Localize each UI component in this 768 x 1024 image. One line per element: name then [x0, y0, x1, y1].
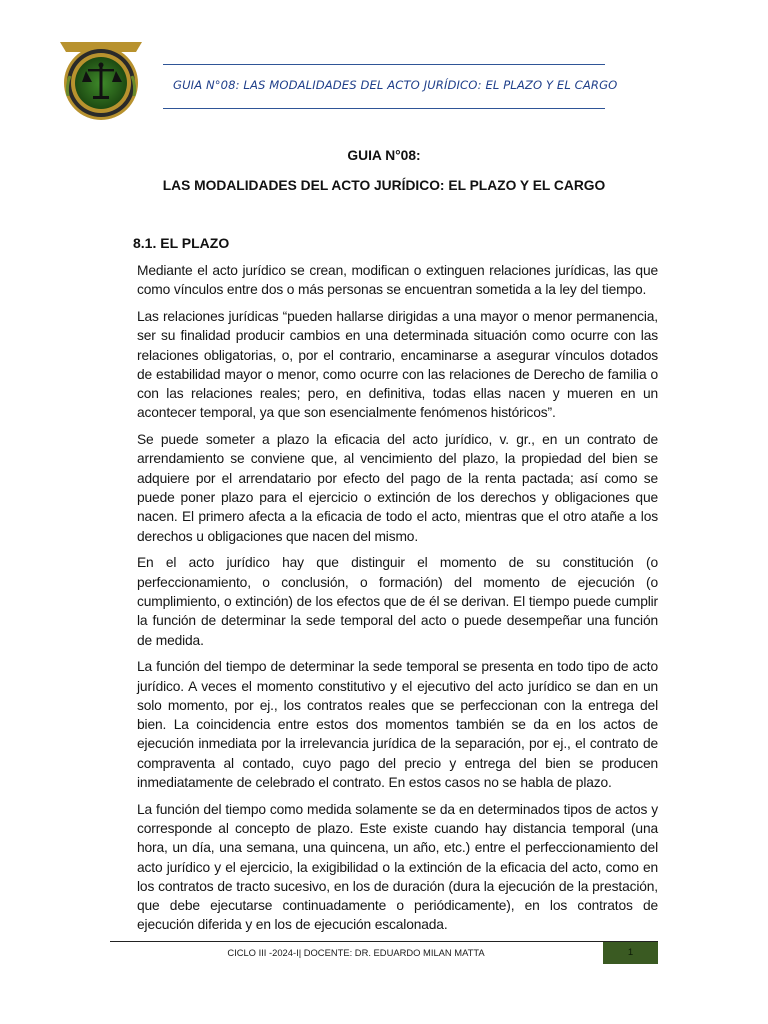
paragraph: La función del tiempo como medida solamente se da en determinados tipos de actos y corresponde al concepto de plazo. Este existe cuando hay distancia temporal (una hora, un día, una semana, una quincena, un año, etc.) entre el perfeccionamiento del acto jurídico y el ejercicio, la exigibilidad o la extinción de la eficacia del acto, como en los contratos de tracto sucesivo, en los de duración (dura la ejecución de la prestación, que debe ejecutarse continuadamente o periódicamente), en los contratos de ejecución diferida y en los de ejecución escalonada.	[137, 801, 658, 933]
document-title: GUIA N°08:	[347, 148, 421, 163]
page-number: 1	[603, 942, 658, 964]
document-body	[137, 261, 658, 942]
footer-text: CICLO III -2024-I| DOCENTE: DR. EDUARDO MILAN MATTA	[227, 947, 485, 958]
document-subtitle: LAS MODALIDADES DEL ACTO JURÍDICO: EL PLAZO Y EL CARGO	[162, 178, 606, 193]
running-header	[163, 64, 618, 109]
paragraph: En el acto jurídico hay que distinguir el momento de su constitución (o perfeccionamiento, o conclusión, o formación) del momento de ejecución (o cumplimiento, o extinción) de los efectos que de él se derivan. El tiempo puede cumplir la función de determinar la sede temporal del acto o puede desempeñar una función de medida.	[137, 555, 658, 648]
paragraph: Las relaciones jurídicas “pueden hallarse dirigidas a una mayor o menor permanencia, ser su finalidad producir cambios en una determinada situación como ocurre con las relaciones obligatorias, o, por el contrario, encaminarse a asegurar vínculos dotados de estabilidad mayor o menor, como ocurre con las relaciones de Derecho de familia o con las relaciones reales; pero, en definitiva, todas ellas nacen y mueren en un acontecer temporal, ya que son esencialmente fenómenos históricos”.	[137, 308, 658, 421]
section-heading: 8.1. EL PLAZO	[133, 235, 230, 251]
footer-divider	[110, 941, 658, 942]
paragraph: La función del tiempo de determinar la sede temporal se presenta en todo tipo de acto jurídico. A veces el momento constitutivo y el ejecutivo del acto jurídico se dan en un solo momento, por ej., los contratos reales que se perfeccionan con la entrega del bien. La coincidencia entre estos dos momentos también se da en los actos de ejecución inmediata por la irrelevancia jurídica de la separación, por ej., el contrato de compraventa al contado, cuyo pago del precio y entrega del bien se producen inmediatamente de celebrado el contrato. En estos casos no se habla de plazo.	[137, 659, 658, 790]
paragraph: Mediante el acto jurídico se crean, modifican o extinguen relaciones jurídicas, las que como vínculos entre dos o más personas se encuentran sometida a la ley del tiempo.	[137, 263, 658, 298]
running-header-title: GUIA N°08: LAS MODALIDADES DEL ACTO JURÍDICO: EL PLAZO Y EL CARGO	[173, 78, 618, 92]
university-seal-logo	[56, 38, 146, 122]
paragraph: Se puede someter a plazo la eficacia del acto jurídico, v. gr., en un contrato de arrendamiento se conviene que, al vencimiento del plazo, la propiedad del bien se adquiere por el arrendatario por efecto del pago de la renta pactada; así como se puede poner plazo para el ejercicio o extinción de los derechos y obligaciones que nacen. El primero afecta a la eficacia de todo el acto, mientras que el otro atañe a los derechos u obligaciones que nacen del mismo.	[137, 432, 658, 544]
